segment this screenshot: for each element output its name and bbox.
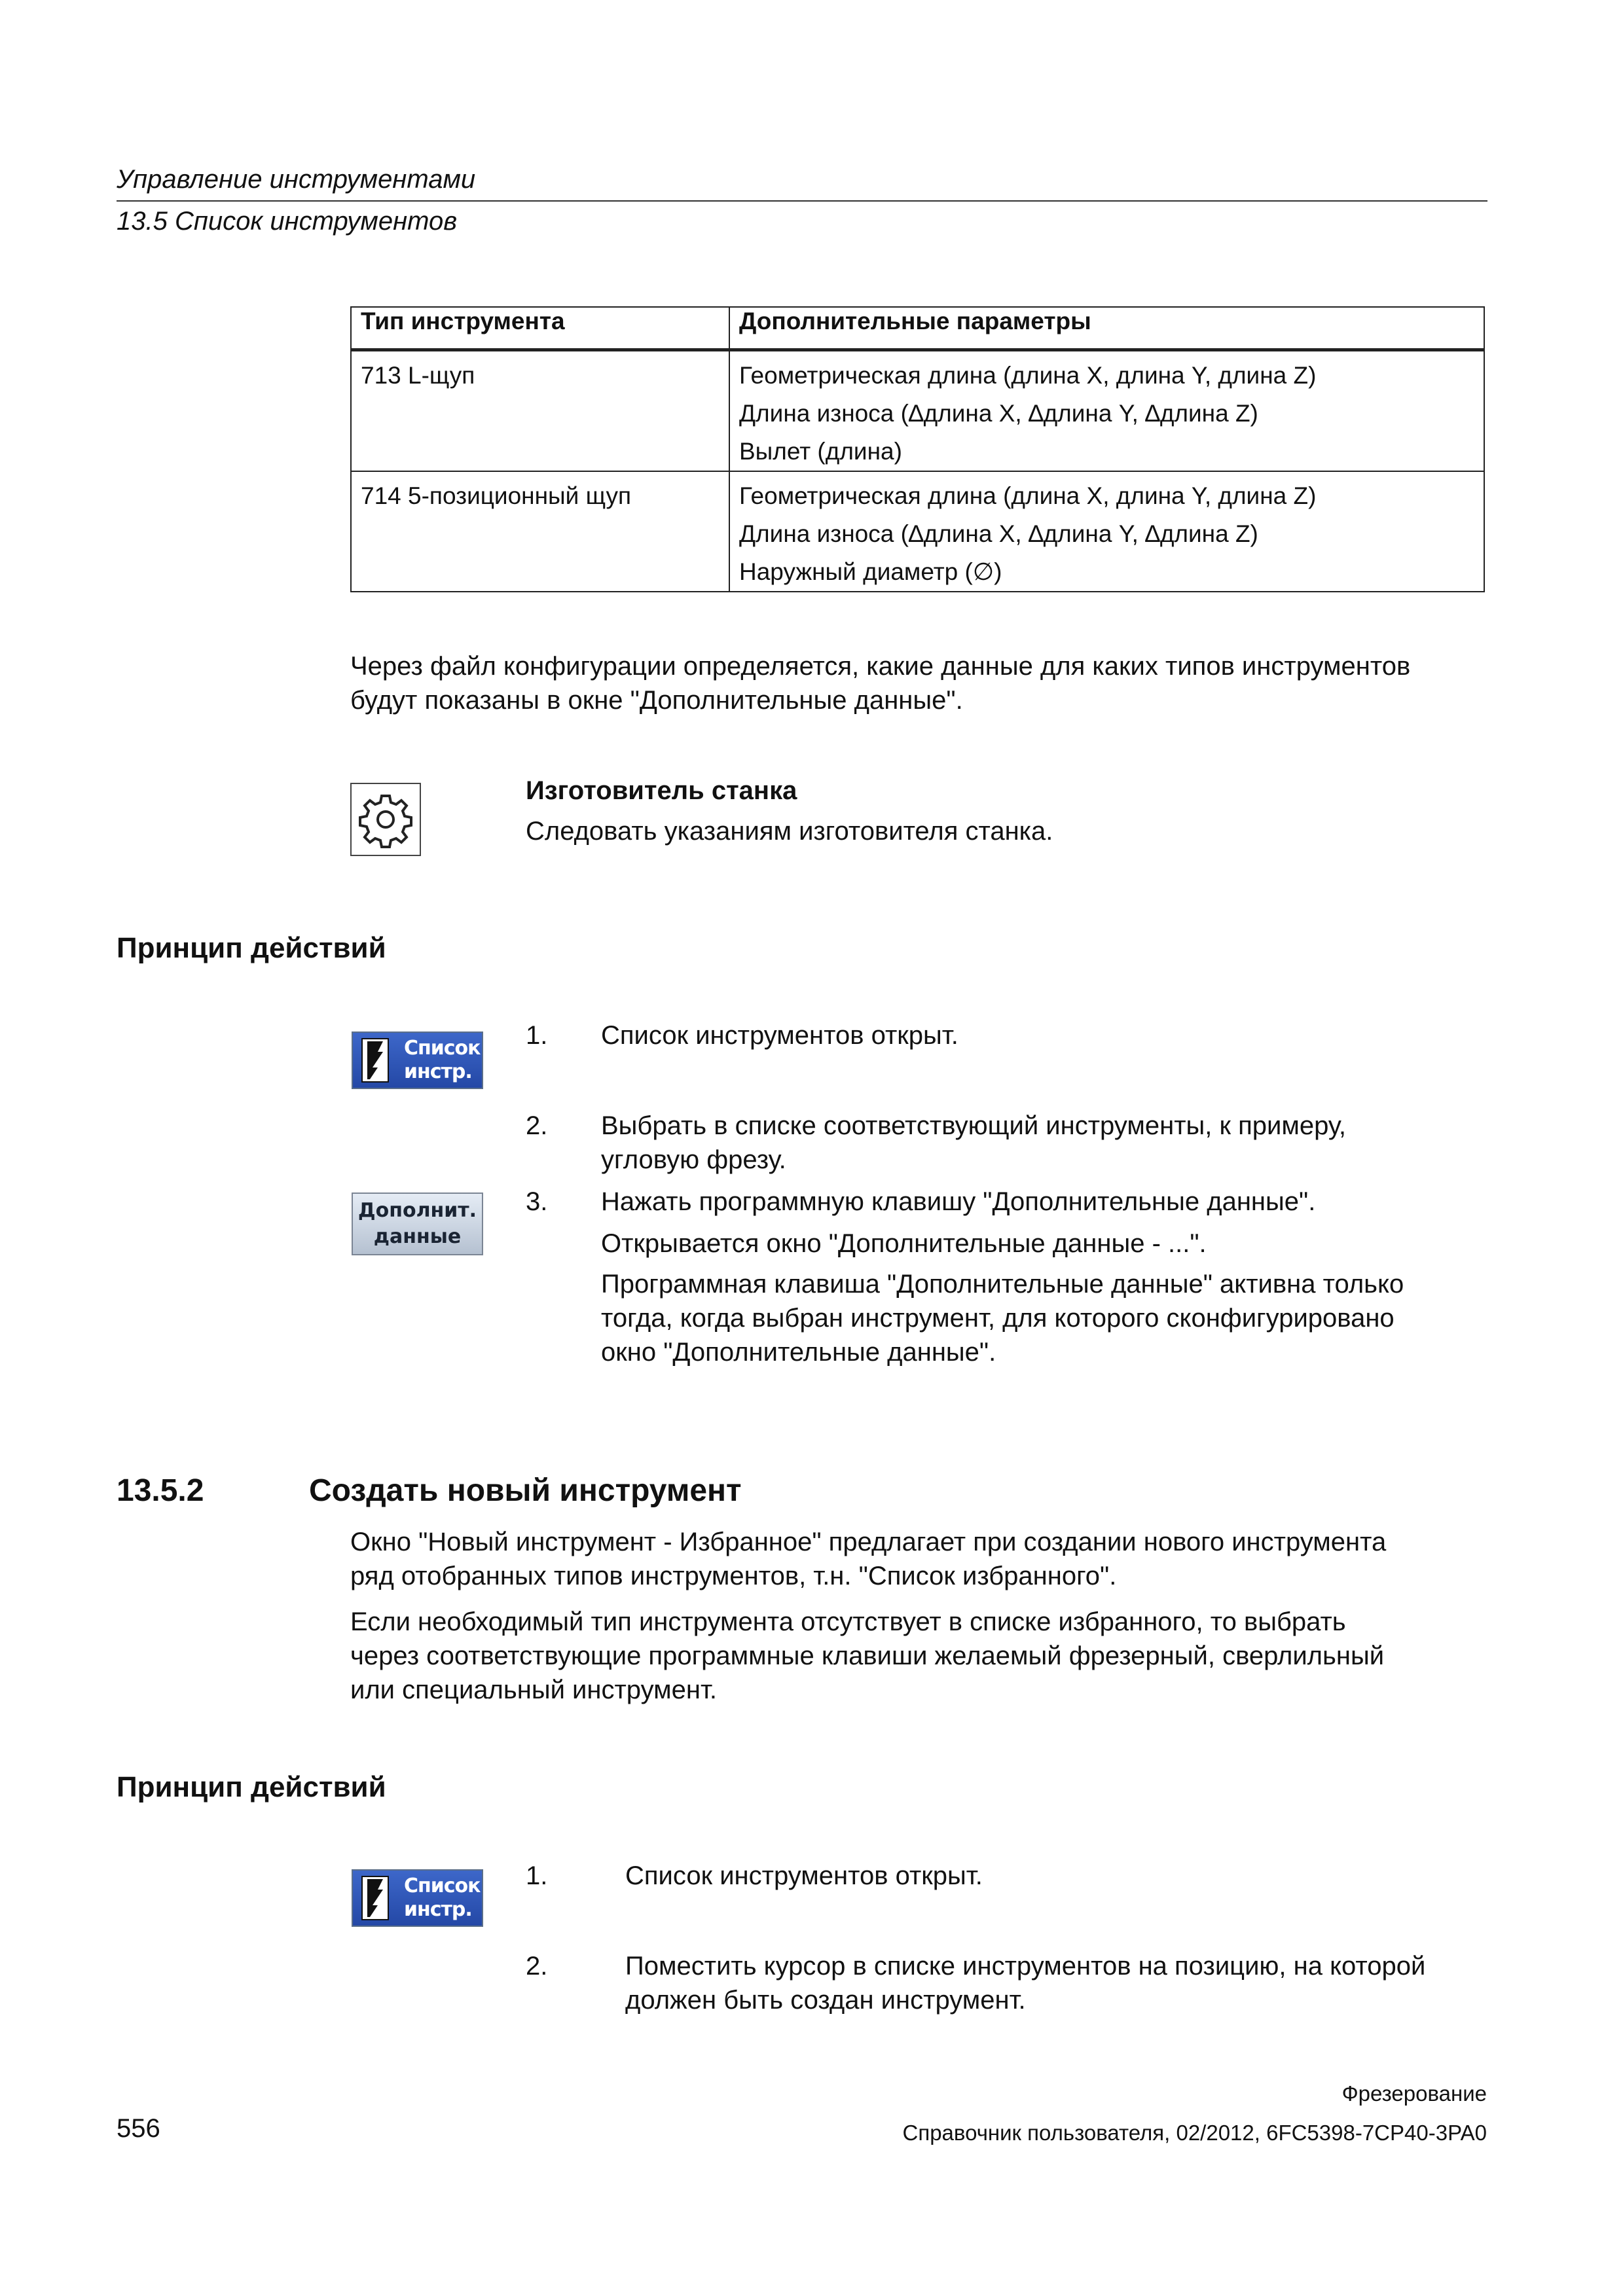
param-line: Длина износа (∆длина X, ∆длина Y, ∆длина Z) — [739, 400, 1258, 427]
param-line: Геометрическая длина (длина X, длина Y, длина Z) — [739, 482, 1317, 509]
tool-parameter-table — [350, 306, 1485, 592]
step-number: 2. — [526, 1952, 548, 1981]
section-paragraph: Если необходимый тип инструмента отсутствует в списке избранного, то выбрать через соответствующие программные клавиши желаемый фрезерный, сверлильный или специальный инструмент. — [350, 1607, 1385, 1704]
manufacturer-note-box — [350, 783, 421, 856]
step-number: 2. — [526, 1111, 548, 1140]
running-header-section: 13.5 Список инструментов — [117, 207, 458, 236]
tool-list-icon — [358, 1874, 400, 1922]
footer-product: Фрезерование — [1341, 2081, 1487, 2106]
tool-list-softkey-label: Список инстр. — [404, 1874, 481, 1921]
intro-paragraph: Через файл конфигурации определяется, какие данные для каких типов инструментов будут показаны в окне "Дополнительные данные". — [350, 652, 1411, 715]
tool-list-softkey[interactable] — [352, 1031, 483, 1089]
col-header-tool-type: Тип инструмента — [351, 307, 729, 350]
manufacturer-text: Следовать указаниям изготовителя станка. — [526, 817, 1053, 846]
param-line: Геометрическая длина (длина X, длина Y, длина Z) — [739, 362, 1317, 389]
table-row — [351, 350, 1484, 472]
step-text: Поместить курсор в списке инструментов на позицию, на которой должен быть создан инструмент. — [625, 1952, 1426, 2015]
step-text: Нажать программную клавишу "Дополнительные данные". — [601, 1187, 1316, 1216]
param-line: Вылет (длина) — [739, 438, 902, 465]
step-number: 1. — [526, 1861, 548, 1890]
param-line: Длина износа (∆длина X, ∆длина Y, ∆длина Z) — [739, 520, 1258, 547]
cell-tool-type: 714 5-позиционный щуп — [351, 471, 729, 592]
section-paragraph: Окно "Новый инструмент - Избранное" предлагает при создании нового инструмента ряд отобранных типов инструментов, т.н. "Список избранного". — [350, 1528, 1387, 1590]
section-title: Создать новый инструмент — [309, 1473, 742, 1508]
running-header-chapter: Управление инструментами — [117, 165, 476, 194]
section-number: 13.5.2 — [117, 1473, 204, 1508]
tool-list-softkey-label: Список инстр. — [404, 1037, 481, 1083]
param-line: Наружный диаметр (∅) — [739, 558, 1002, 585]
cell-params — [729, 471, 1484, 592]
cell-params — [729, 350, 1484, 472]
tool-list-softkey[interactable] — [352, 1869, 483, 1927]
step-number: 3. — [526, 1187, 548, 1216]
table-row — [351, 471, 1484, 592]
page-number: 556 — [117, 2114, 160, 2143]
table-header-row — [351, 307, 1484, 350]
step-text: Выбрать в списке соответствующий инструменты, к примеру, угловую фрезу. — [601, 1111, 1347, 1174]
procedure-heading: Принцип действий — [117, 1771, 386, 1803]
step-note: Открывается окно "Дополнительные данные - ...". — [601, 1229, 1207, 1258]
cell-tool-type: 713 L-щуп — [351, 350, 729, 472]
footer-doc-id: Справочник пользователя, 02/2012, 6FC5398-7CP40-3PA0 — [902, 2121, 1487, 2145]
header-rule — [117, 200, 1487, 202]
col-header-params: Дополнительные параметры — [729, 307, 1484, 350]
step-number: 1. — [526, 1021, 548, 1050]
procedure-heading: Принцип действий — [117, 932, 386, 964]
gear-icon — [352, 784, 420, 855]
step-text: Список инструментов открыт. — [625, 1861, 983, 1890]
step-text: Список инструментов открыт. — [601, 1021, 958, 1050]
step-note: Программная клавиша "Дополнительные данные" активна только тогда, когда выбран инструмент, для которого сконфигурировано окно "Дополнительные данные". — [601, 1270, 1404, 1367]
more-data-softkey[interactable]: Дополнит. данные — [352, 1193, 483, 1255]
tool-list-icon — [358, 1036, 400, 1085]
manufacturer-title: Изготовитель станка — [526, 776, 797, 805]
